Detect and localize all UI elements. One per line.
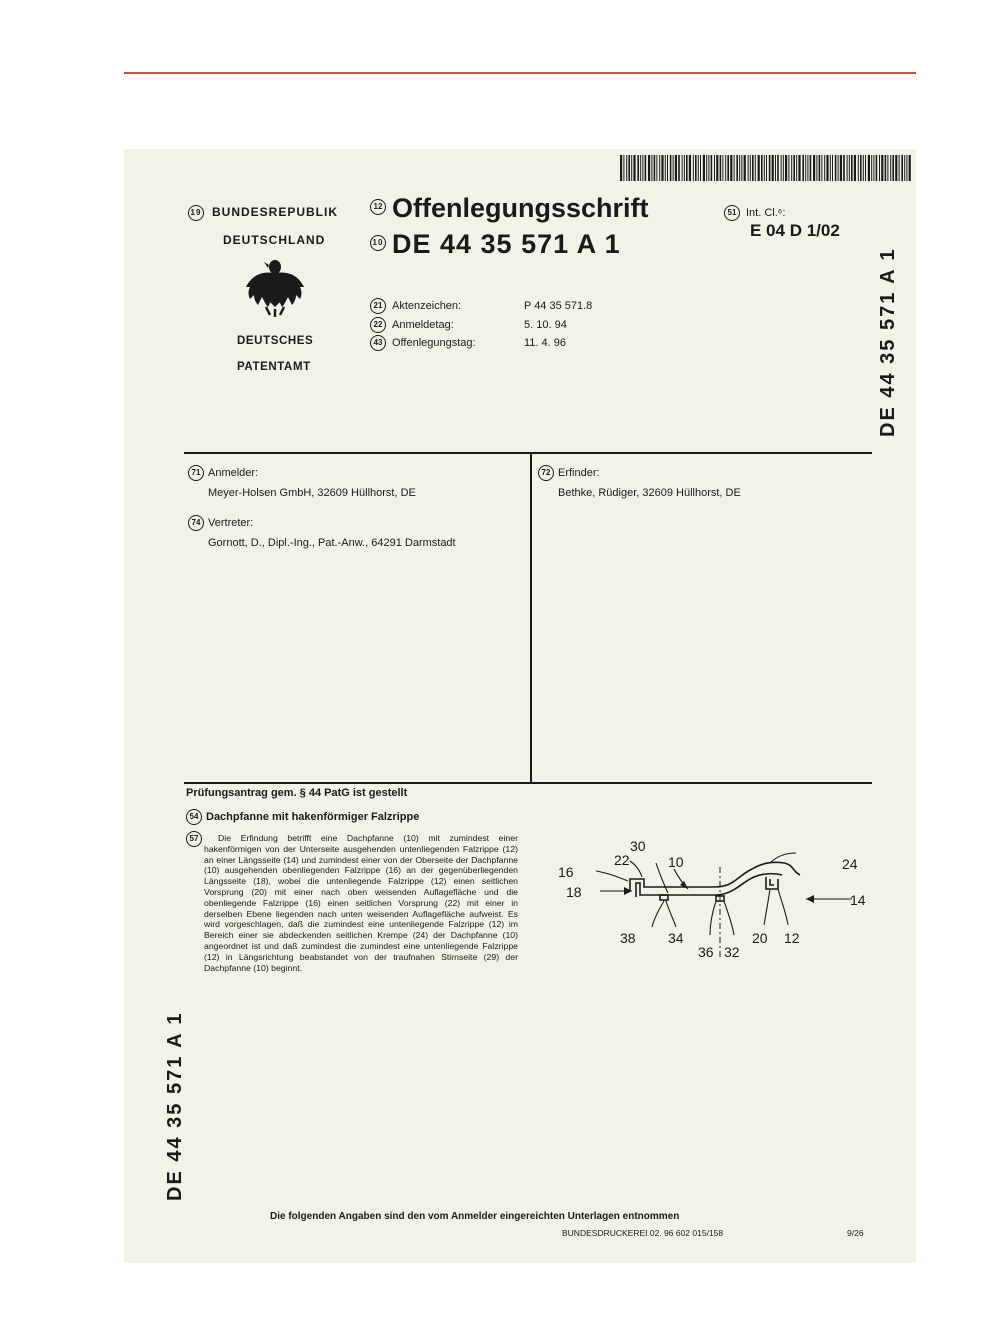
barcode-bar xyxy=(766,155,767,181)
barcode-bar xyxy=(843,155,845,181)
figure-label: 30 xyxy=(630,838,646,854)
barcode-bar xyxy=(659,155,660,181)
figure-label: 20 xyxy=(752,930,768,946)
barcode-bar xyxy=(769,155,771,181)
footer-page-code: 9/26 xyxy=(847,1228,864,1238)
figure-label: 16 xyxy=(558,864,574,880)
document-number-heading xyxy=(370,229,621,260)
barcode-bar xyxy=(854,155,856,181)
representative-label: Vertreter: xyxy=(208,516,254,529)
barcode-bar xyxy=(623,155,624,181)
barcode-bar xyxy=(651,155,652,181)
meta-value: P 44 35 571.8 xyxy=(524,299,593,312)
barcode-bar xyxy=(637,155,639,181)
inid-code-badge: 57 xyxy=(186,831,202,847)
barcode-bar xyxy=(708,155,709,181)
barcode-bar xyxy=(722,155,723,181)
barcode-bar xyxy=(826,155,828,181)
barcode-bar xyxy=(863,155,864,181)
barcode-bar xyxy=(890,155,891,181)
barcode-bar xyxy=(693,155,694,181)
barcode-bar xyxy=(716,155,718,181)
figure-label: 34 xyxy=(668,930,684,946)
barcode-bar xyxy=(895,155,897,181)
barcode-bar xyxy=(824,155,825,181)
barcode-bar xyxy=(899,155,900,181)
barcode-bar xyxy=(734,155,735,181)
representative-label-row xyxy=(188,515,253,531)
barcode-bar xyxy=(813,155,815,181)
barcode-bar xyxy=(736,155,738,181)
barcode-bar xyxy=(727,155,729,181)
barcode-bar xyxy=(791,155,792,181)
barcode-bar xyxy=(750,155,751,181)
representative-value: Gornott, D., Dipl.-Ing., Pat.-Anw., 64291 Darmstadt xyxy=(208,537,456,549)
inid-code-badge: 51 xyxy=(724,205,740,221)
barcode-bar xyxy=(906,155,907,181)
barcode-bar xyxy=(835,155,837,181)
top-divider-line xyxy=(124,72,916,74)
barcode-bar xyxy=(904,155,905,181)
country-heading xyxy=(188,205,338,221)
inid-code-badge: 10 xyxy=(370,235,386,251)
barcode-bar xyxy=(858,155,859,181)
barcode-bar xyxy=(720,155,722,181)
int-cl-value: E 04 D 1/02 xyxy=(750,221,840,240)
inid-code-badge: 43 xyxy=(370,335,386,351)
barcode-bar xyxy=(755,155,756,181)
barcode-bar xyxy=(840,155,842,181)
table-top-rule xyxy=(184,452,872,454)
barcode-bar xyxy=(714,155,715,181)
invention-title-row xyxy=(186,809,419,825)
barcode-bar xyxy=(764,155,765,181)
side-document-number: DE 44 35 571 A 1 xyxy=(877,247,899,437)
barcode-bar xyxy=(673,155,674,181)
barcode-bar xyxy=(631,155,632,181)
barcode-bar xyxy=(642,155,643,181)
barcode-bar xyxy=(788,155,789,181)
country-line1: BUNDESREPUBLIK xyxy=(212,205,339,220)
barcode-bar xyxy=(620,155,622,181)
figure-label: 18 xyxy=(566,884,582,900)
abstract-text: Die Erfindung betrifft eine Dachpfanne (10) mit zumindest einer hakenförmigen von der Unterseite ausgehenden untenliegenden Falzrippe (12) an einer Längsseite (14) und zumindest einer von der Oberseite der Dachpfanne (10) ausgehenden obenliegenden Falzrippe (16) an der gegenüberliegenden Längsseite (18), wobei die untenliegende Falzrippe (12) einen seitlichen Vorsprung (20) mit einer nach oben weisenden Auflagefläche und die obenliegende Falzrippe (16) einen seitlichen Vorsprung (22) mit einer in derselben Ebene liegenden nach unten weisenden Auflagefläche aufweist. Es wird vorgeschlagen, daß die zumindest eine untenliegende Falzrippe (12) im Bereich einer sie abdeckenden seitlichen Krempe (24) der Dachpfanne (10) angeordnet ist und daß zumindest die zumindest eine untenliegende Falzrippe (12) in Längsrichtung beabstandet von der traufnahen Stirnseite (29) der Dachpfanne (10) beginnt. xyxy=(204,833,518,973)
barcode-bar xyxy=(885,155,887,181)
barcode-bar xyxy=(678,155,680,181)
barcode-bar xyxy=(909,155,911,181)
barcode-bar xyxy=(868,155,870,181)
inid-code-badge: 74 xyxy=(188,515,204,531)
barcode-bar xyxy=(871,155,872,181)
barcode-bar xyxy=(645,155,647,181)
examination-request-note: Prüfungsantrag gem. § 44 PatG ist gestellt xyxy=(186,787,408,799)
inventor-label: Erfinder: xyxy=(558,466,600,479)
country-line2: DEUTSCHLAND xyxy=(223,233,326,247)
federal-eagle-emblem xyxy=(244,257,306,317)
barcode-bar xyxy=(805,155,806,181)
barcode-bar xyxy=(698,155,699,181)
barcode-bar xyxy=(860,155,862,181)
barcode-bar xyxy=(695,155,697,181)
figure-label: 10 xyxy=(668,854,684,870)
meta-label: Anmeldetag: xyxy=(392,318,454,331)
barcode-bar xyxy=(847,155,848,181)
barcode-bar xyxy=(851,155,853,181)
barcode-bar xyxy=(730,155,732,181)
barcode-bar xyxy=(648,155,650,181)
inid-code-badge: 71 xyxy=(188,465,204,481)
meta-row-filing-date xyxy=(370,317,567,333)
barcode-bar xyxy=(772,155,774,181)
office-line1: DEUTSCHES xyxy=(237,335,314,347)
meta-value: 11. 4. 96 xyxy=(524,336,566,349)
int-cl-label: Int. Cl.⁶: xyxy=(746,206,786,219)
barcode-bar xyxy=(876,155,878,181)
barcode-bar xyxy=(626,155,627,181)
barcode-bar xyxy=(706,155,707,181)
barcode-bar xyxy=(783,155,784,181)
barcode-bar xyxy=(879,155,880,181)
barcode-bar xyxy=(901,155,903,181)
barcode-bar xyxy=(887,155,888,181)
barcode-bar xyxy=(739,155,740,181)
barcode-bar xyxy=(741,155,742,181)
barcode-bar xyxy=(689,155,691,181)
figure-label: 36 xyxy=(698,944,714,960)
barcode-bar xyxy=(675,155,677,181)
barcode-bar xyxy=(744,155,746,181)
side-document-number-bottom: DE 44 35 571 A 1 xyxy=(164,1011,186,1201)
barcode-bar xyxy=(819,155,821,181)
applicant-label: Anmelder: xyxy=(208,466,259,479)
barcode-bar xyxy=(775,155,776,181)
barcode-bar xyxy=(838,155,839,181)
inid-code-badge: 12 xyxy=(370,199,386,215)
barcode-bar xyxy=(798,155,800,181)
meta-label: Offenlegungstag: xyxy=(392,336,476,349)
inid-code-badge: 19 xyxy=(188,205,204,221)
document-number: DE 44 35 571 A 1 xyxy=(392,229,621,259)
barcode-bar xyxy=(748,155,749,181)
footer-printer: BUNDESDRUCKEREI 02. 96 602 015/158 xyxy=(562,1228,724,1238)
figure-label: 22 xyxy=(614,852,630,868)
barcode-bar xyxy=(785,155,787,181)
inventor-value: Bethke, Rüdiger, 32609 Hüllhorst, DE xyxy=(558,487,741,499)
patent-document-page xyxy=(124,149,916,1263)
invention-title: Dachpfanne mit hakenförmiger Falzrippe xyxy=(206,810,420,823)
barcode-bar xyxy=(682,155,683,181)
meta-value: 5. 10. 94 xyxy=(524,318,567,331)
table-bottom-rule xyxy=(184,782,872,784)
inid-code-badge: 22 xyxy=(370,317,386,333)
barcode-bar xyxy=(700,155,701,181)
barcode-bar xyxy=(881,155,883,181)
table-column-rule xyxy=(530,452,532,783)
barcode-bar xyxy=(667,155,668,181)
roof-tile-cross-section-drawing xyxy=(556,831,866,991)
barcode-bar xyxy=(684,155,685,181)
figure-label: 12 xyxy=(784,930,800,946)
barcode-bar xyxy=(832,155,833,181)
applicant-label-row xyxy=(188,465,258,481)
barcode-bar xyxy=(830,155,831,181)
meta-row-publication-date xyxy=(370,335,566,351)
barcode xyxy=(620,155,912,181)
barcode-bar xyxy=(703,155,705,181)
inventor-label-row xyxy=(538,465,600,481)
document-type-heading xyxy=(370,193,649,224)
inid-code-badge: 54 xyxy=(186,809,202,825)
barcode-bar xyxy=(865,155,866,181)
barcode-bar xyxy=(892,155,894,181)
barcode-bar xyxy=(758,155,760,181)
figure-label: 32 xyxy=(724,944,740,960)
figure-label: 38 xyxy=(620,930,636,946)
barcode-bar xyxy=(633,155,635,181)
barcode-bar xyxy=(873,155,874,181)
barcode-bar xyxy=(810,155,812,181)
figure-label: 14 xyxy=(850,892,866,908)
barcode-bar xyxy=(781,155,782,181)
barcode-bar xyxy=(796,155,797,181)
barcode-bar xyxy=(661,155,663,181)
meta-label: Aktenzeichen: xyxy=(392,299,462,312)
barcode-bar xyxy=(816,155,817,181)
barcode-bar xyxy=(725,155,726,181)
barcode-bar xyxy=(656,155,657,181)
meta-row-application-number xyxy=(370,298,592,314)
barcode-bar xyxy=(686,155,688,181)
barcode-bar xyxy=(802,155,804,181)
figure-label: 24 xyxy=(842,856,858,872)
inid-code-badge: 72 xyxy=(538,465,554,481)
barcode-bar xyxy=(640,155,641,181)
barcode-bar xyxy=(752,155,754,181)
barcode-bar xyxy=(670,155,672,181)
barcode-bar xyxy=(654,155,656,181)
barcode-bar xyxy=(777,155,779,181)
barcode-bar xyxy=(821,155,822,181)
barcode-bar xyxy=(628,155,630,181)
int-cl-label-row xyxy=(724,205,785,221)
inid-code-badge: 21 xyxy=(370,298,386,314)
footer-note: Die folgenden Angaben sind den vom Anmelder eingereichten Unterlagen entnommen xyxy=(270,1211,680,1222)
barcode-bar xyxy=(807,155,808,181)
barcode-bar xyxy=(711,155,713,181)
applicant-value: Meyer-Holsen GmbH, 32609 Hüllhorst, DE xyxy=(208,487,416,499)
barcode-bar xyxy=(849,155,850,181)
office-line2: PATENTAMT xyxy=(237,361,311,373)
barcode-bar xyxy=(793,155,795,181)
barcode-bar xyxy=(665,155,666,181)
document-type: Offenlegungsschrift xyxy=(392,193,649,223)
barcode-bar xyxy=(761,155,763,181)
